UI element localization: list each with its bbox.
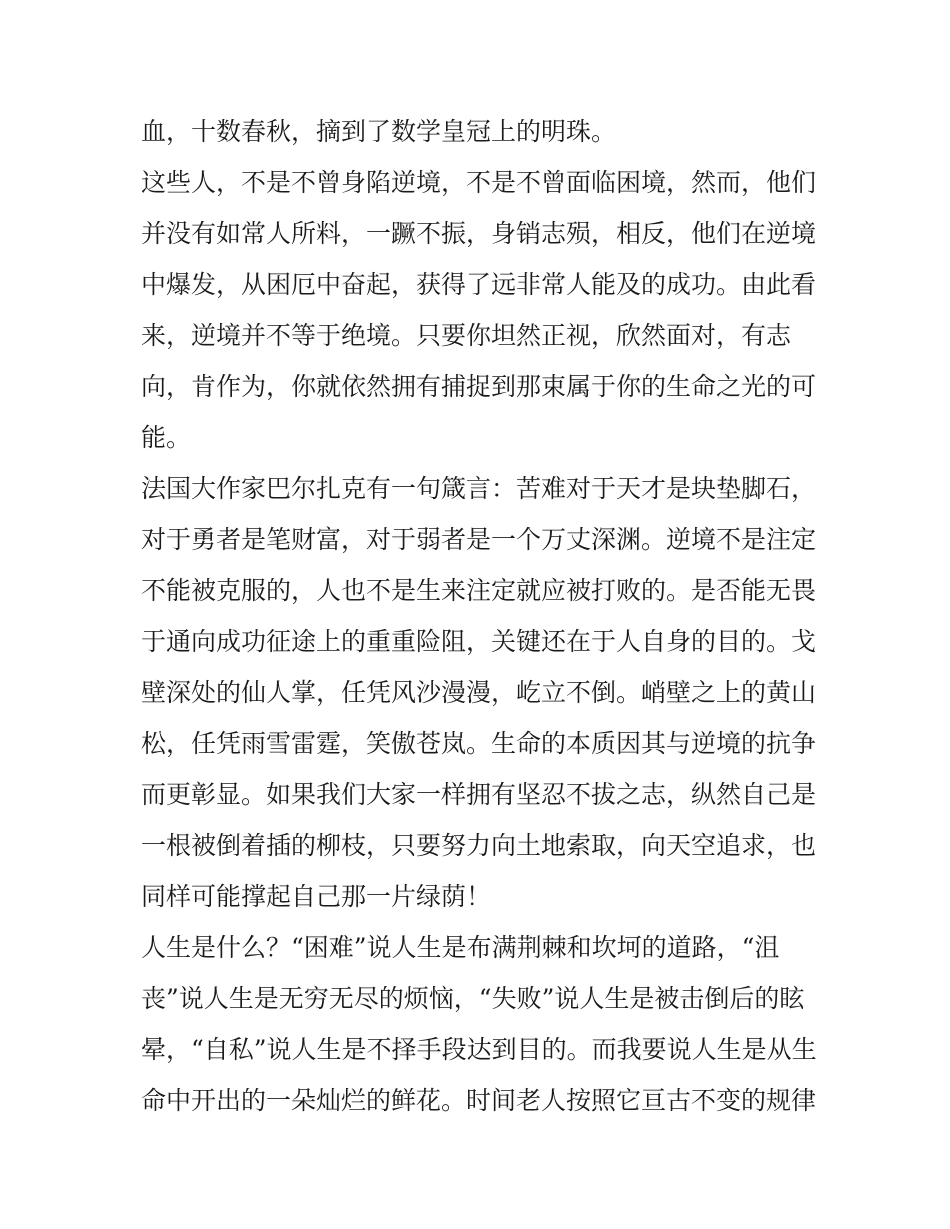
- text-line: 来，逆境并不等于绝境。只要你坦然正视，欣然面对，有志: [141, 321, 792, 350]
- text-line: 而更彰显。如果我们大家一样拥有坚忍不拔之志，纵然自己是: [141, 780, 817, 809]
- text-line: 能。: [141, 423, 192, 452]
- text-line: 松，任凭雨雪雷霆，笑傲苍岚。生命的本质因其与逆境的抗争: [141, 729, 817, 758]
- text-line: 不能被克服的，人也不是生来注定就应被打败的。是否能无畏: [141, 576, 817, 605]
- body-text: [141, 106, 821, 1126]
- text-line: 同样可能撑起自己那一片绿荫！: [141, 882, 492, 911]
- text-line: 并没有如常人所料，一蹶不振，身销志殒，相反，他们在逆境: [141, 219, 817, 248]
- text-line: 这些人，不是不曾身陷逆境，不是不曾面临困境，然而，他们: [141, 168, 817, 197]
- text-line: 中爆发，从困厄中奋起，获得了远非常人能及的成功。由此看: [141, 270, 817, 299]
- text-line: 一根被倒着插的柳枝，只要努力向土地索取，向天空追求，也: [141, 831, 817, 860]
- text-line: 壁深处的仙人掌，任凭风沙漫漫，屹立不倒。峭壁之上的黄山: [141, 678, 817, 707]
- text-line: 晕，“自私”说人生是不择手段达到目的。而我要说人生是从生: [141, 1035, 817, 1064]
- text-line: 丧”说人生是无穷无尽的烦恼，“失败”说人生是被击倒后的眩: [141, 984, 805, 1013]
- text-line: 于通向成功征途上的重重险阻，关键还在于人自身的目的。戈: [141, 627, 817, 656]
- text-line: 向，肯作为，你就依然拥有捕捉到那束属于你的生命之光的可: [141, 372, 817, 401]
- text-line: 命中开出的一朵灿烂的鲜花。时间老人按照它亘古不变的规律: [141, 1086, 817, 1115]
- text-line: 血，十数春秋，摘到了数学皇冠上的明珠。: [141, 117, 617, 146]
- text-line: 对于勇者是笔财富，对于弱者是一个万丈深渊。逆境不是注定: [141, 525, 817, 554]
- text-line: 法国大作家巴尔扎克有一句箴言：苦难对于天才是块垫脚石，: [141, 474, 817, 503]
- text-line: 人生是什么？“困难”说人生是布满荆棘和坎坷的道路，“沮: [141, 933, 780, 962]
